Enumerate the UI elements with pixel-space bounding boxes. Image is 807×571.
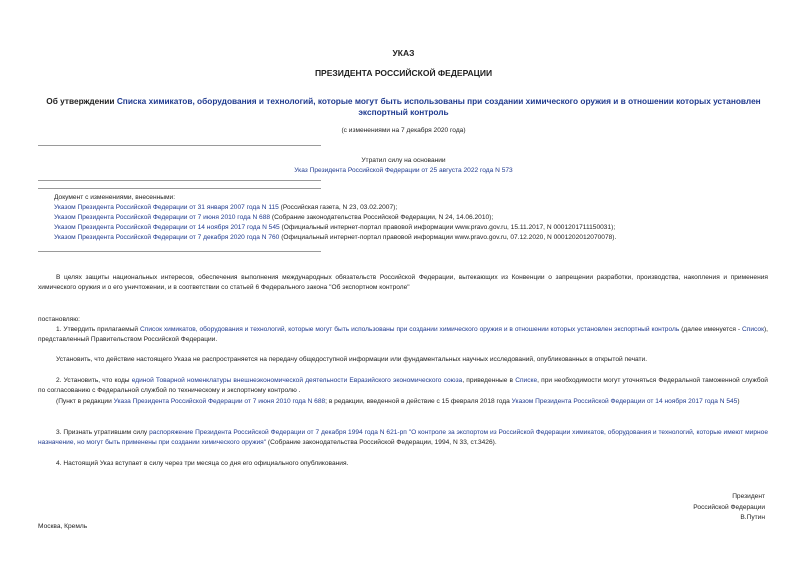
paragraph-1 — [38, 325, 768, 346]
place-of-signing: Москва, Кремль — [38, 523, 88, 530]
title-prefix: Об утверждении — [46, 96, 117, 106]
divider — [38, 188, 321, 189]
divider — [38, 180, 321, 181]
paragraph-2 — [38, 376, 768, 397]
signature-block — [565, 492, 765, 524]
decree-688-link[interactable]: Указа Президента Российской Федерации от 7 июня 2010 года N 688 — [113, 398, 326, 405]
amendment-source: (Российская газета, N 23, 03.02.2007); — [278, 204, 398, 211]
paragraph-1-2: Установить, что действие настоящего Указа не распространяется на передачу общедоступной информации или фундаментальных научных исследований, опубликованных в открытой печати. — [56, 356, 648, 363]
amendment-item — [54, 223, 794, 233]
amendment-source: (Официальный интернет-портал правовой информации www.pravo.gov.ru, 15.11.2017, N 0001201711150031); — [279, 224, 616, 231]
amendments-list — [54, 203, 794, 243]
p3-text: 3. Признать утратившим силу — [56, 429, 150, 436]
issuer-heading: ПРЕЗИДЕНТА РОССИЙСКОЙ ФЕДЕРАЦИИ — [314, 68, 493, 78]
amendment-item — [54, 233, 794, 243]
document-title — [30, 96, 777, 118]
amendments-intro: Документ с изменениями, внесенными: — [54, 194, 176, 201]
p2-text: , приведенные в — [462, 377, 516, 384]
doc-type-heading: УКАЗ — [392, 48, 415, 58]
amendment-link[interactable]: Указом Президента Российской Федерации от 14 ноября 2017 года N 545 — [54, 224, 280, 231]
signature-name: В.Путин — [740, 514, 765, 521]
decree-word: постановляю: — [38, 316, 81, 323]
repeal-text: Утратил силу на основании — [361, 157, 446, 164]
amendment-link[interactable]: Указом Президента Российской Федерации от 7 июня 2010 года N 688 — [54, 214, 271, 221]
amendment-item — [54, 213, 794, 223]
p3-text: (Собрание законодательства Российской Федерации, 1994, N 33, ст.3426). — [266, 439, 497, 447]
paragraph-4: 4. Настоящий Указ вступает в силу через три месяца со дня его официального опубликования. — [56, 460, 349, 467]
note-text: ; в редакции, введенной в действие с 15 февраля 2018 года — [325, 398, 512, 405]
order-621-link[interactable]: распоряжение Президента Российской Федерации от 7 декабря 1994 года N 621-рп "О контроле за экспортом из Российской Федерации химикатов, оборудования и технологий, которые имеют мирное назначение, но могут быть применены при создании химического оружия" — [38, 429, 768, 447]
decree-545-link[interactable]: Указом Президента Российской Федерации от 14 ноября 2017 года N 545 — [511, 398, 738, 405]
p1-text: (далее именуется - — [679, 326, 743, 333]
paragraph-3 — [38, 428, 768, 449]
list-link[interactable]: Списка химикатов, оборудования и технологий, которые могут быть использованы при создании химического оружия и в отношении которых установлен экспортный контроль — [116, 96, 761, 117]
signature-country: Российской Федерации — [693, 503, 765, 511]
list-short-link[interactable]: Списке — [515, 377, 538, 384]
p1-text: ), представленный Правительством Российской Федерации. — [38, 326, 768, 344]
amendment-link[interactable]: Указом Президента Российской Федерации от 7 декабря 2020 года N 760 — [54, 234, 280, 241]
p1-text: 1. Утвердить прилагаемый — [56, 326, 141, 333]
repeal-link-row — [0, 166, 807, 176]
repeal-decree-link[interactable]: Указ Президента Российской Федерации от 25 августа 2022 года N 573 — [294, 167, 513, 174]
amendment-link[interactable]: Указом Президента Российской Федерации от 31 января 2007 года N 115 — [54, 204, 279, 211]
divider — [38, 251, 321, 252]
tnved-link[interactable]: единой Товарной номенклатуры внешнеэкономической деятельности Евразийского экономического союза — [131, 377, 463, 384]
signature-position: Президент — [732, 493, 765, 500]
amendment-item — [54, 203, 794, 213]
list-link[interactable]: Список химикатов, оборудования и технологий, которые могут быть использованы при создании химического оружия и в отношении которых установлен экспортный контроль — [140, 326, 680, 333]
amendment-source: (Официальный интернет-портал правовой информации www.pravo.gov.ru, 07.12.2020, N 0001202012070078). — [279, 234, 617, 241]
preamble: В целях защиты национальных интересов, обеспечения выполнения международных обязательств Российской Федерации, вытекающих из Конвенции о запрещении разработки, производства, накопления и применения химического оружия и о его уничтожении, и в соответствии со статьей 6 Федерального закона "Об экспортном контроле" — [38, 274, 768, 292]
p2-text: , при необходимости могут уточняться Федеральной таможенной службой по согласованию с Федеральной службой по техническому и экспортному контролю . — [38, 377, 768, 395]
changes-note: (с изменениями на 7 декабря 2020 года) — [341, 127, 466, 134]
list-short-link[interactable]: Список — [742, 326, 764, 333]
divider — [38, 145, 321, 146]
note-text: (Пункт в редакции — [56, 398, 114, 405]
paragraph-2-note — [38, 397, 768, 407]
amendment-source: (Собрание законодательства Российской Федерации, N 24, 14.06.2010); — [270, 214, 494, 221]
p2-text: 2. Установить, что коды — [56, 377, 132, 384]
note-text: ) — [737, 398, 740, 405]
